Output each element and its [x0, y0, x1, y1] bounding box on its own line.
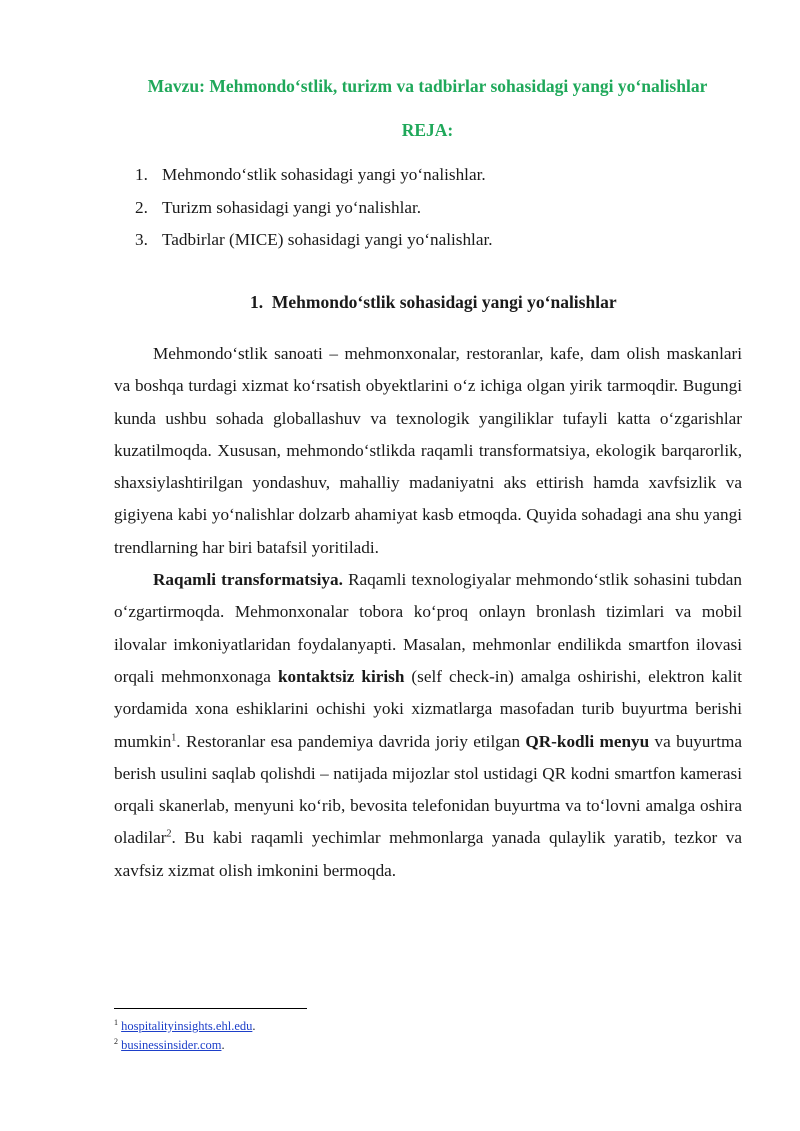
- bold-term: QR-kodli menyu: [525, 731, 650, 751]
- plan-item-text: Tadbirlar (MICE) sohasidagi yangi yo‘nalishlar.: [162, 230, 493, 249]
- paragraph-text: va buyurtma berish usulini saqlab qolishdi – natijada mijozlar stol ustidagi QR kodni smartfon kamerasi orqali skanerlab, menyuni ko‘rib, bevosita telefonidan buyurtma va to‘lovni amalga oshira oladilar: [114, 731, 742, 848]
- plan-item: [135, 195, 493, 228]
- footnote-ref[interactable]: 2: [166, 828, 172, 840]
- plan-list: [135, 162, 493, 260]
- bold-term: kontaktsiz kirish: [277, 666, 405, 686]
- footnote-number: 2: [114, 1036, 118, 1046]
- plan-item-text: Mehmondo‘stlik sohasidagi yangi yo‘nalishlar.: [162, 165, 486, 184]
- paragraph-text: . Restoranlar esa pandemiya davrida joriy etilgan: [176, 731, 526, 751]
- footnote-end: .: [221, 1038, 225, 1052]
- plan-item-number: 2.: [135, 197, 148, 217]
- footnote: [114, 1036, 256, 1055]
- footnotes: [114, 1017, 256, 1055]
- footnote-ref[interactable]: 1: [171, 731, 177, 743]
- footnote: [114, 1017, 256, 1036]
- footnote-divider: [114, 1008, 307, 1009]
- paragraph-intro: Mehmondo‘stlik sanoati – mehmonxonalar, restoranlar, kafe, dam olish maskanlari va boshqa turdagi xizmat ko‘rsatish obyektlarini o‘z ichiga olgan yirik tarmoqdir. Bugungi kunda ushbu sohada globallashuv va texnologik yangiliklar tufayli katta o‘zgarishlar kuzatilmoqda. Xususan, mehmondo‘stlikda raqamli transformatsiya, ekologik barqarorlik, shaxsiylashtirilgan yondashuv, mahalliy madaniyatni aks ettirish hamda xavfsizlik va gigiyena kabi yo‘nalishlar dolzarb ahamiyat kasb etmoqda. Quyida sohadagi ana shu yangi trendlarning har biri batafsil yoritiladi.: [114, 344, 742, 557]
- paragraph-text: . Bu kabi raqamli yechimlar mehmonlarga yanada qulaylik yaratib, tezkor va xavfsiz xizmat olish imkonini bermoqda.: [114, 828, 742, 880]
- paragraph-text: (self check-in) amalga oshirishi, elektron kalit yordamida xona eshiklarini ochishi yoki xizmatlarga masofadan turib buyurtma berishi mumkin: [114, 666, 743, 751]
- plan-heading: REJA:: [401, 120, 454, 140]
- plan-item-number: 1.: [135, 165, 148, 184]
- section-body: [114, 338, 742, 887]
- page-title: Mavzu: Mehmondo‘stlik, turizm va tadbirlar sohasidagi yangi yo‘nalishlar: [147, 76, 708, 96]
- plan-item-number: 3.: [135, 230, 148, 249]
- section-heading: 1. Mehmondo‘stlik sohasidagi yangi yo‘nalishlar: [250, 292, 617, 312]
- plan-item-text: Turizm sohasidagi yangi yo‘nalishlar.: [162, 197, 422, 217]
- plan-item: [135, 227, 493, 260]
- plan-item: [135, 162, 493, 195]
- footnote-link[interactable]: hospitalityinsights.ehl.edu: [121, 1019, 253, 1033]
- footnote-end: .: [252, 1019, 256, 1033]
- paragraph-text: Raqamli texnologiyalar mehmondo‘stlik sohasini tubdan o‘zgartirmoqda. Mehmonxonalar tobora ko‘proq onlayn bronlash tizimlari va mobil ilovalar imkoniyatlaridan foydalanyapti. Masalan, mehmonlar endilikda smartfon ilovasi orqali mehmonxonaga: [114, 570, 743, 686]
- paragraph-lead: Raqamli transformatsiya.: [153, 570, 343, 590]
- paragraph-digital-transformation: [114, 564, 742, 887]
- footnote-number: 1: [114, 1017, 118, 1027]
- footnote-link[interactable]: businessinsider.com: [121, 1038, 222, 1052]
